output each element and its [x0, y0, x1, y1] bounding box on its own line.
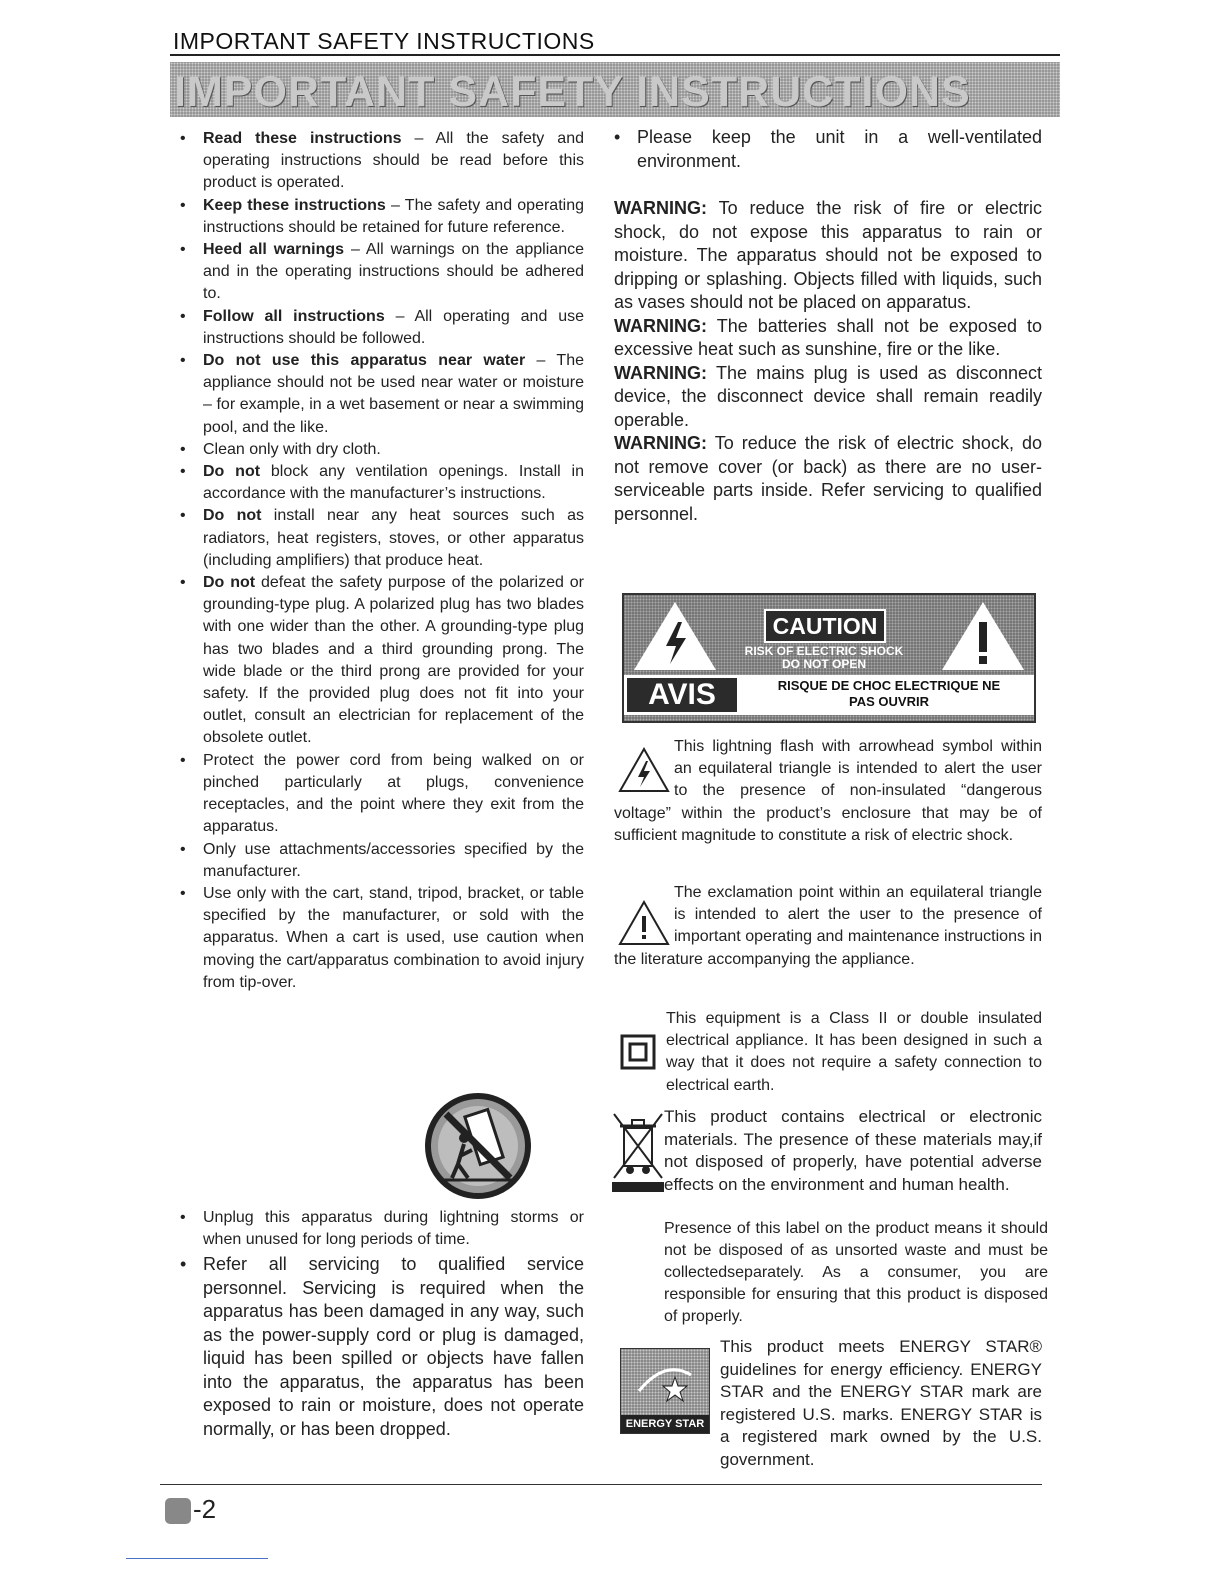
right-column [614, 126, 1042, 526]
list-item: • Heed all warnings – All warnings on the appliance and in the operating instructions should be adhered to. [180, 239, 584, 306]
bottom-link-underline [126, 1558, 268, 1559]
header-rule [170, 54, 1060, 56]
list-item: • Keep these instructions – The safety and operating instructions should be retained for future reference. [180, 195, 584, 239]
warning-paragraph: WARNING: The mains plug is used as disconnect device, the disconnect device shall remain readily operable. [614, 362, 1042, 430]
list-item: • Use only with the cart, stand, tripod, bracket, or table specified by the manufacturer, or sold with the apparatus. When a cart is used, use caution when moving the cart/apparatus combination to avoid injury from tip-over. [180, 883, 584, 994]
list-item: • Clean only with dry cloth. [180, 439, 584, 461]
weee-text: This product contains electrical or electronic materials. The presence of these materials may,if not disposed of properly, have potential adverse effects on the environment and human health. [664, 1107, 1042, 1194]
exclamation-triangle-icon [940, 600, 1026, 672]
lightning-triangle-icon [632, 600, 718, 672]
section-banner [170, 62, 1060, 117]
ventilation-list [614, 126, 1042, 173]
energy-star-text: This product meets ENERGY STAR® guidelines for energy efficiency. ENERGY STAR and the ENERGY STAR mark are registered U.S. marks. ENERGY STAR is a registered mark owned by the U.S. government. [720, 1337, 1042, 1469]
caution-sub-line-2: DO NOT OPEN [781, 657, 866, 671]
footer-rule [160, 1484, 1042, 1485]
exclamation-symbol-text: The exclamation point within an equilateral triangle is intended to alert the user to the presence of important operating and maintenance instructions in the literature accompanying the appliance. [614, 884, 1042, 968]
list-item: • Only use attachments/accessories specified by the manufacturer. [180, 839, 584, 883]
avis-label: AVIS [627, 678, 737, 712]
list-item: • Follow all instructions – All operating and use instructions should be followed. [180, 306, 584, 350]
language-badge-icon [165, 1498, 191, 1524]
weee-text-2: Presence of this label on the product means it should not be disposed of as unsorted waste and must be collectedseparately. As a consumer, you are responsible for ensuring that this product is disposed of properly. [664, 1220, 1048, 1325]
list-item: • Protect the power cord from being walked on or pinched particularly at plugs, convenience receptacles, and the point where they exit from the apparatus. [180, 750, 584, 839]
list-item: • Refer all servicing to qualified service personnel. Servicing is required when the apparatus has been damaged in any way, such as the power-supply cord or plug is damaged, liquid has been spilled or objects have fallen into the apparatus, the apparatus has been exposed to rain or moisture, does not operate normally, or has been dropped. [180, 1253, 584, 1441]
avis-text-line-2: PAS OUVRIR [849, 694, 929, 709]
avis-strip [624, 675, 1034, 715]
avis-text-line-1: RISQUE DE CHOC ELECTRIQUE NE [777, 678, 1001, 693]
warning-paragraph: WARNING: To reduce the risk of electric shock, do not remove cover (or back) as there are no user-serviceable parts inside. Refer servicing to qualified personnel. [614, 433, 1042, 524]
list-item: • Read these instructions – All the safety and operating instructions should be read before this product is operated. [180, 128, 584, 195]
instruction-list-lower [180, 1207, 584, 1441]
caution-subtitle [739, 645, 909, 671]
energy-star-logo-label: ENERGY STAR [621, 1415, 709, 1433]
caution-sub-line-1: RISK OF ELECTRIC SHOCK [744, 644, 904, 658]
left-column [180, 128, 584, 994]
caution-title: CAUTION [764, 609, 886, 643]
page-header-title: IMPORTANT SAFETY INSTRUCTIONS [173, 28, 595, 54]
list-item: • Please keep the unit in a well-ventilated environment. [614, 126, 1042, 173]
warning-paragraph: WARNING: To reduce the risk of fire or electric shock, do not expose this apparatus to rain or moisture. The apparatus should not be exposed to dripping or splashing. Objects filled with liquids, such as vases should not be placed on apparatus. [614, 198, 1042, 312]
page-number-text: -2 [193, 1494, 217, 1524]
class-ii-text: This equipment is a Class II or double insulated electrical appliance. It has been designed in such a way that it does not require a safety connection to electrical earth. [666, 1010, 1042, 1094]
lightning-symbol-text: This lightning flash with arrowhead symbol within an equilateral triangle is intended to alert the user to the presence of non-insulated “dangerous voltage” within the product’s enclosure that may be of sufficient magnitude to constitute a risk of electric shock. [614, 738, 1042, 844]
list-item: • Do not defeat the safety purpose of the polarized or grounding-type plug. A polarized plug has two blades with one wider than the other. A grounding-type plug has two blades and a third grounding prong. The wide blade or the third prong are provided for your safety. If the provided plug does not fit into your outlet, consult an electrician for replacement of the obsolete outlet. [180, 572, 584, 750]
avis-text [749, 678, 1029, 710]
energy-star-logo [620, 1348, 710, 1434]
instruction-list [180, 128, 584, 994]
page-number [165, 1494, 216, 1525]
class-ii-double-insulation-icon [620, 1034, 656, 1070]
energy-star-icon [635, 1357, 695, 1407]
list-item: • Do not block any ventilation openings. Install in accordance with the manufacturer’s instructions. [180, 461, 584, 505]
cart-tip-over-icon [424, 1092, 532, 1200]
list-item: • Do not install near any heat sources such as radiators, heat registers, stoves, or other apparatus (including amplifiers) that produce heat. [180, 505, 584, 572]
caution-label [622, 593, 1036, 723]
list-item: • Do not use this apparatus near water – The appliance should not be used near water or moisture – for example, in a wet basement or near a swimming pool, and the like. [180, 350, 584, 439]
list-item: • Unplug this apparatus during lightning storms or when unused for long periods of time. [180, 1207, 584, 1251]
left-column-lower [180, 1207, 584, 1441]
weee-crossed-bin-icon [610, 1110, 666, 1194]
banner-title: IMPORTANT SAFETY INSTRUCTIONS [174, 68, 971, 116]
warning-paragraph: WARNING: The batteries shall not be exposed to excessive heat such as sunshine, fire or the like. [614, 315, 1042, 359]
